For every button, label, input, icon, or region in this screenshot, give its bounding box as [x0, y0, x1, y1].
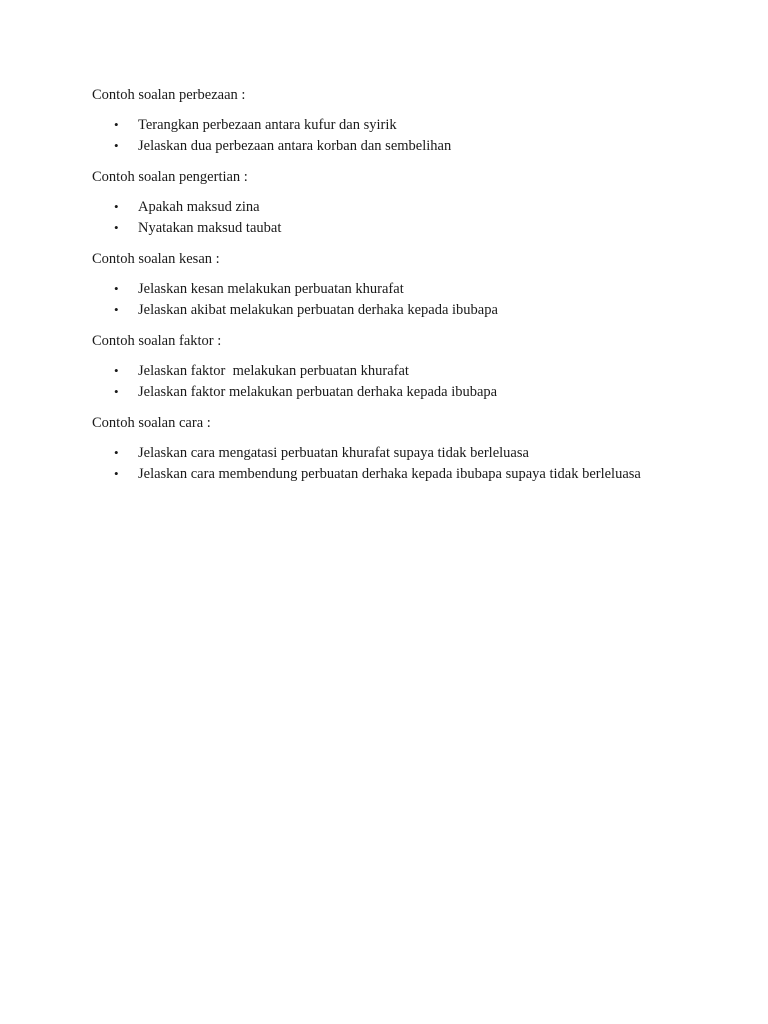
list-item-text: Jelaskan dua perbezaan antara korban dan sembelihan	[138, 137, 452, 154]
bullet-icon: •	[114, 137, 119, 153]
bullet-icon: •	[114, 383, 119, 399]
list-item	[92, 300, 732, 321]
list-item-text: Jelaskan akibat melakukan perbuatan derhaka kepada ibubapa	[138, 301, 498, 318]
bullet-icon: •	[114, 465, 119, 481]
document-page	[92, 85, 732, 495]
list-item	[92, 443, 732, 464]
list-item-text: Jelaskan faktor melakukan perbuatan khurafat	[138, 363, 409, 379]
list-item	[92, 279, 732, 300]
bullet-icon: •	[114, 219, 119, 235]
section-list-pengertian	[92, 197, 732, 238]
list-item	[92, 136, 732, 157]
list-item	[92, 115, 732, 136]
section-heading-faktor: Contoh soalan faktor :	[92, 333, 222, 349]
section-list-perbezaan	[92, 115, 732, 156]
list-item	[92, 197, 732, 218]
bullet-icon: •	[114, 281, 119, 296]
list-item	[92, 361, 732, 382]
section-heading-kesan: Contoh soalan kesan :	[92, 251, 220, 267]
section-list-faktor	[92, 361, 732, 402]
section-heading-pengertian: Contoh soalan pengertian :	[92, 169, 248, 185]
section-heading-perbezaan: Contoh soalan perbezaan :	[92, 87, 246, 103]
section-heading-cara: Contoh soalan cara :	[92, 415, 211, 431]
list-item-text: Jelaskan cara membendung perbuatan derhaka kepada ibubapa supaya tidak berleluasa	[138, 465, 641, 482]
bullet-icon: •	[114, 301, 119, 317]
bullet-icon: •	[114, 363, 119, 378]
list-item-text: Apakah maksud zina	[138, 199, 260, 215]
section-list-cara	[92, 443, 732, 484]
section-list-kesan	[92, 279, 732, 320]
list-item-text: Jelaskan kesan melakukan perbuatan khurafat	[138, 281, 404, 297]
bullet-icon: •	[114, 445, 119, 460]
list-item-text: Terangkan perbezaan antara kufur dan syirik	[138, 117, 397, 133]
list-item	[92, 382, 732, 403]
bullet-icon: •	[114, 199, 119, 214]
list-item-text: Jelaskan cara mengatasi perbuatan khurafat supaya tidak berleluasa	[138, 445, 529, 461]
bullet-icon: •	[114, 117, 119, 132]
list-item-text: Nyatakan maksud taubat	[138, 219, 282, 236]
list-item	[92, 218, 732, 239]
list-item	[92, 464, 732, 485]
list-item-text: Jelaskan faktor melakukan perbuatan derhaka kepada ibubapa	[138, 383, 498, 400]
